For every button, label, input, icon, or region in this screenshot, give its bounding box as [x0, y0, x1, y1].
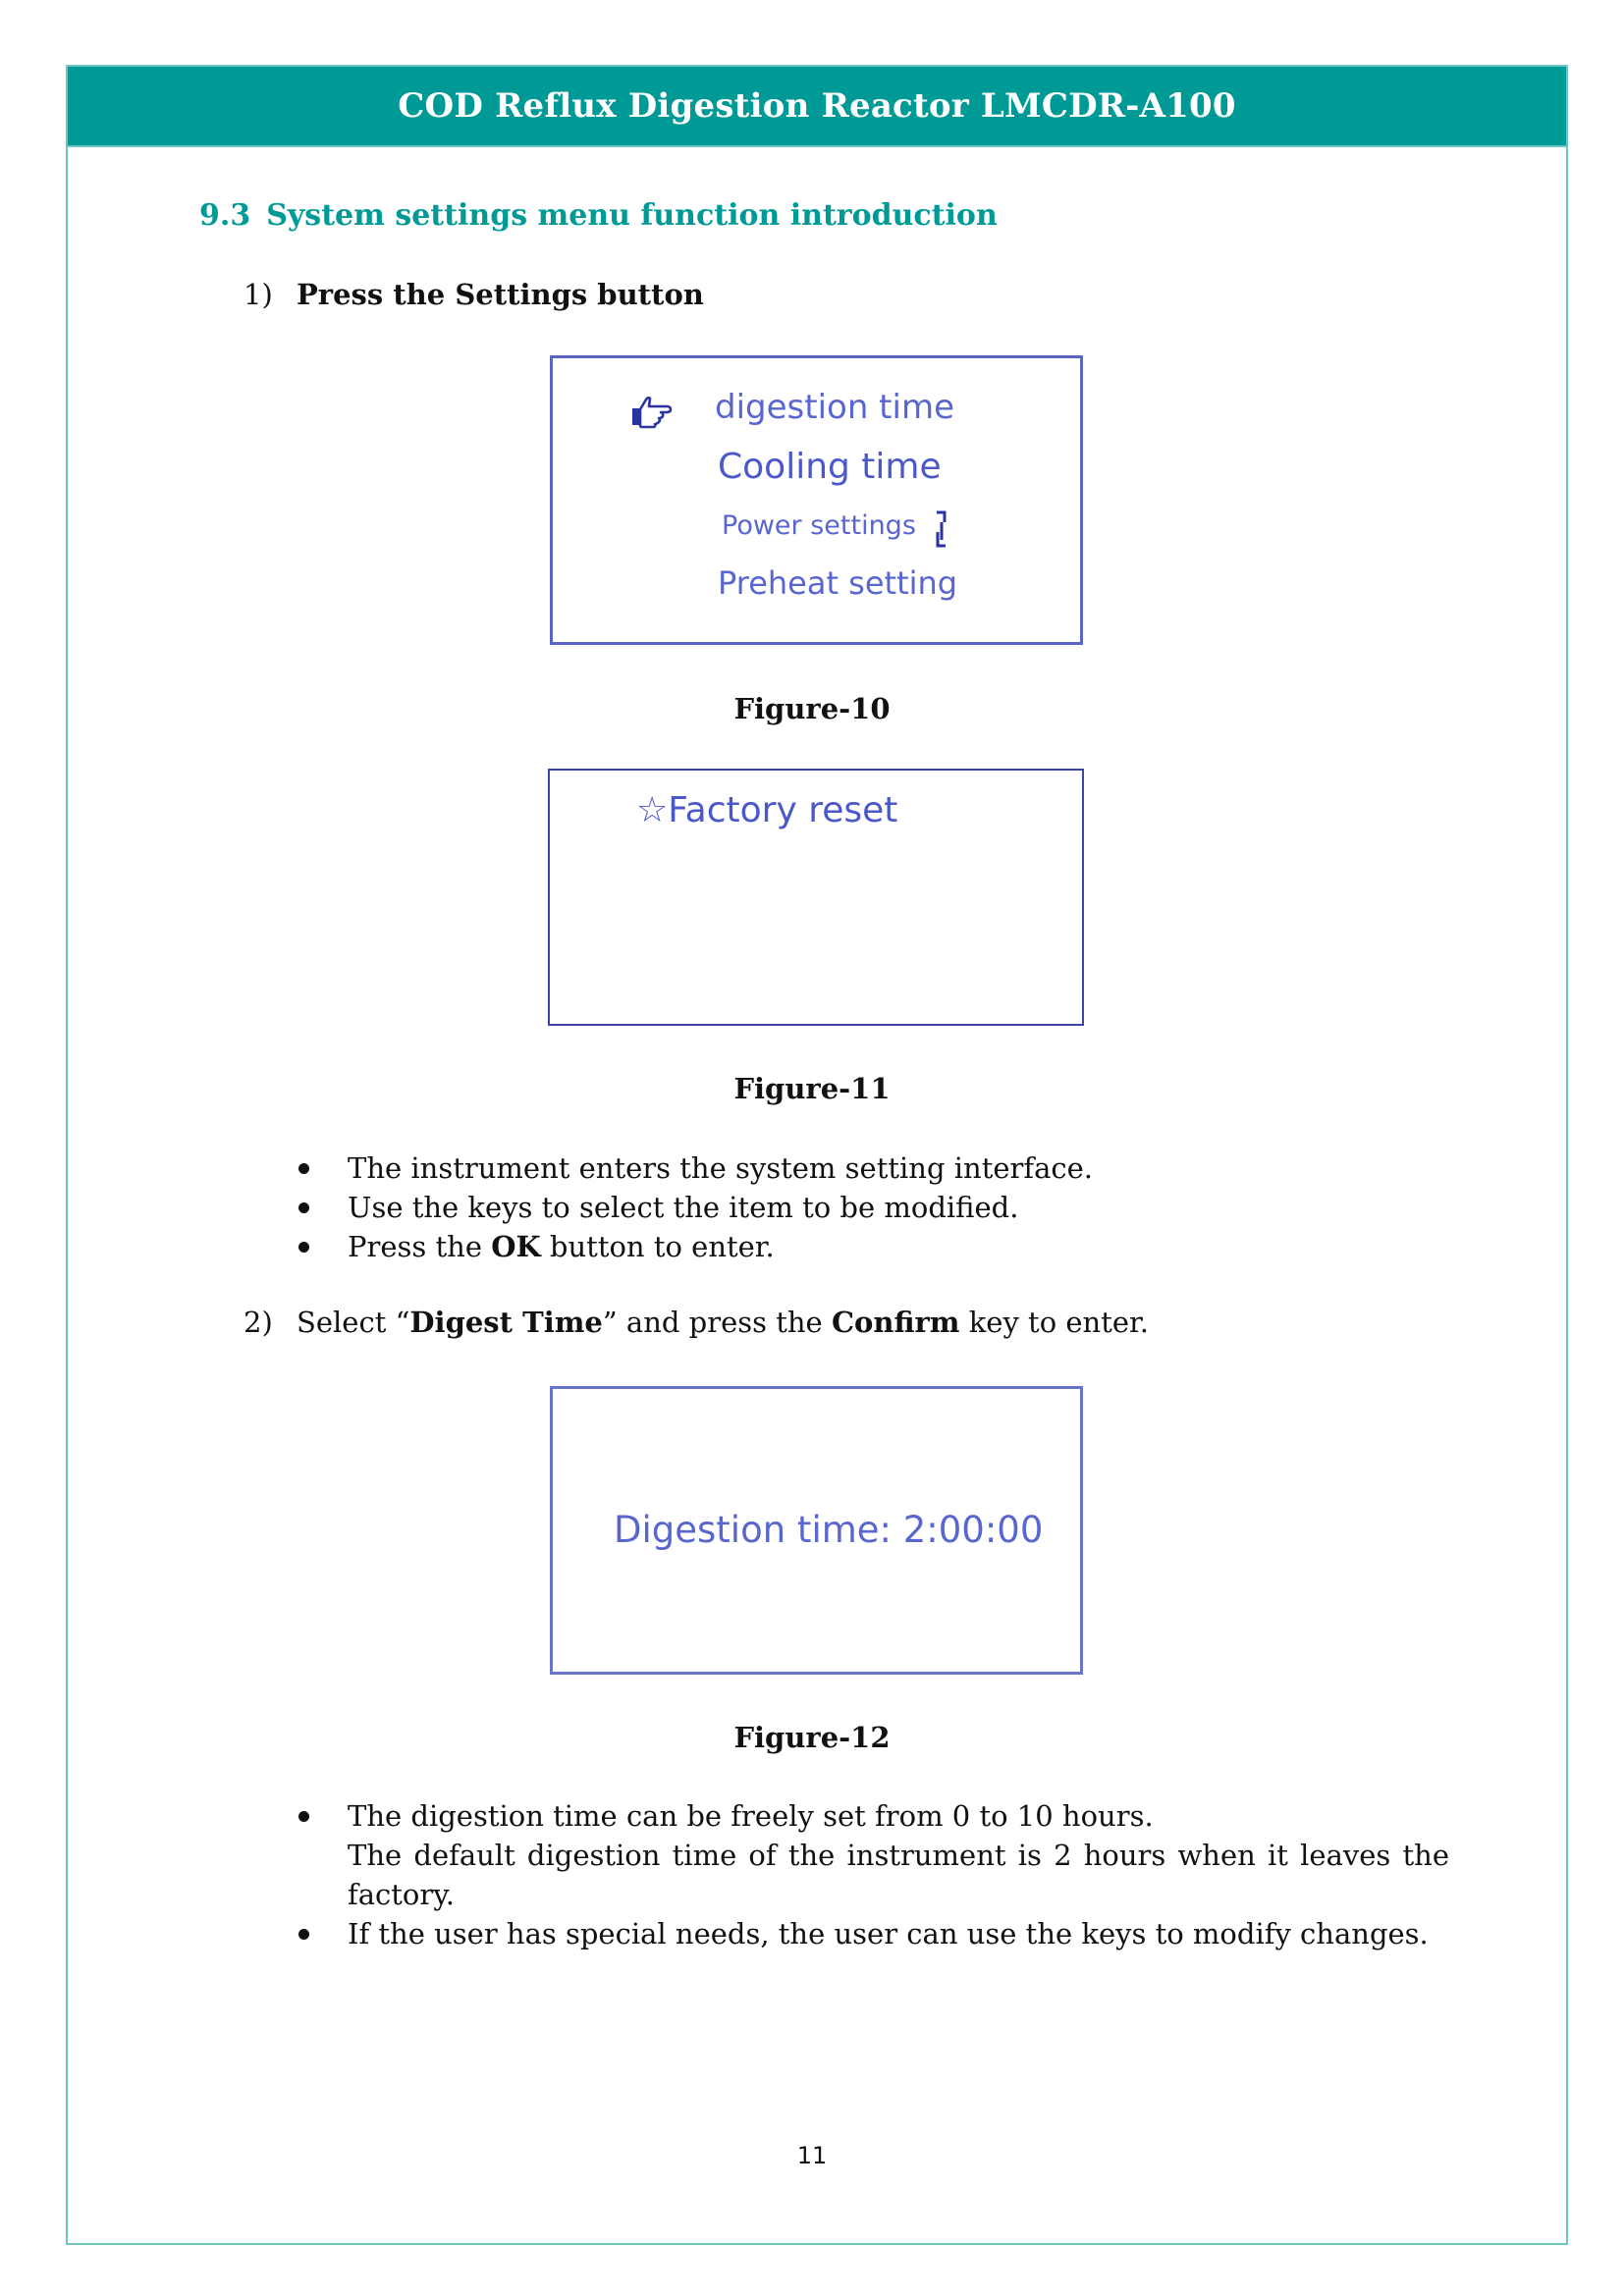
bullet-text: Use the keys to select the item to be modified. [348, 1191, 1019, 1224]
figure-caption-11: Figure-11 [733, 1072, 891, 1105]
hand-pointer-icon [629, 396, 673, 429]
bullet-list-2 [291, 1796, 1449, 1953]
lcd-screen-digestion-time [550, 1386, 1083, 1675]
step-number: 1) [244, 278, 273, 311]
ok-keyword: OK [491, 1230, 541, 1263]
bullet-icon [298, 1811, 309, 1822]
scroll-indicator-icon [934, 508, 947, 550]
list-item [291, 1188, 1449, 1227]
section-title: System settings menu function introduction [266, 198, 998, 233]
list-item [291, 1227, 1449, 1266]
document-header [66, 65, 1568, 147]
menu-item-digestion-time: digestion time [715, 388, 954, 427]
figure-caption-10: Figure-10 [733, 692, 891, 725]
step-text: Select “ [297, 1306, 410, 1339]
star-icon: ☆ [636, 790, 669, 830]
bullet-text: The digestion time can be freely set from 0 to 10 hours. [348, 1799, 1154, 1833]
section-number: 9.3 [199, 198, 251, 233]
list-item [291, 1148, 1449, 1188]
menu-item-preheat-setting: Preheat setting [718, 564, 958, 602]
bullet-list-1 [291, 1148, 1449, 1266]
bullet-icon [298, 1242, 309, 1253]
page-number: 11 [796, 2142, 828, 2169]
section-heading [199, 198, 998, 233]
bullet-icon [298, 1202, 309, 1213]
bullet-text: The default digestion time of the instrument is 2 hours when it leaves the factory. [348, 1839, 1449, 1911]
list-item [291, 1914, 1449, 1953]
factory-reset-label [636, 790, 897, 830]
bullet-text: button to enter. [540, 1230, 775, 1263]
confirm-keyword: Confirm [831, 1306, 960, 1339]
bullet-icon [298, 1163, 309, 1174]
step-number: 2) [244, 1306, 273, 1339]
bullet-icon [298, 1929, 309, 1940]
step-2 [244, 1306, 1149, 1339]
step-text: key to enter. [959, 1306, 1149, 1339]
figure-caption-12: Figure-12 [733, 1721, 891, 1754]
lcd-screen-settings-menu [550, 355, 1083, 645]
step-1 [244, 278, 704, 311]
digest-time-keyword: Digest Time [409, 1306, 603, 1339]
document-title: COD Reflux Digestion Reactor LMCDR-A100 [398, 86, 1236, 126]
bullet-text: Press the [348, 1230, 492, 1263]
factory-reset-text: Factory reset [668, 790, 898, 830]
menu-item-cooling-time: Cooling time [718, 447, 942, 487]
step-text: ” and press the [602, 1306, 832, 1339]
lcd-screen-factory-reset [548, 769, 1084, 1026]
menu-item-power-settings: Power settings [722, 510, 916, 541]
step-text: Press the Settings button [297, 278, 704, 311]
digestion-time-readout: Digestion time: 2:00:00 [614, 1509, 1044, 1551]
bullet-text: If the user has special needs, the user can use the keys to modify changes. [348, 1917, 1429, 1950]
list-item [291, 1796, 1449, 1914]
bullet-text: The instrument enters the system setting interface. [348, 1151, 1094, 1185]
